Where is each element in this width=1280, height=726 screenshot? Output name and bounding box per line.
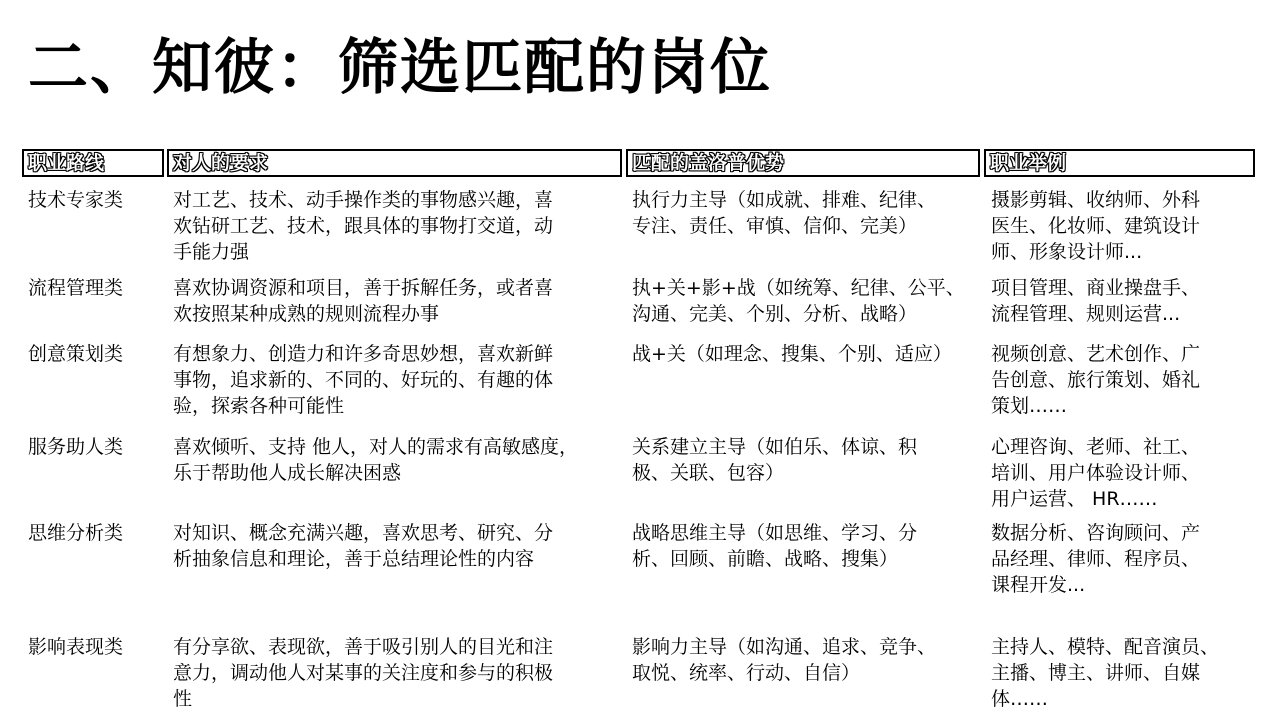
row-strengths: 执行力主导（如成就、排难、纪律、 专注、责任、审慎、信仰、完美） — [632, 189, 937, 237]
row-requirement: 对知识、概念充满兴趣，喜欢思考、研究、分 析抽象信息和理论，善于总结理论性的内容 — [173, 522, 554, 570]
row-requirement: 有想象力、创造力和许多奇思妙想，喜欢新鲜 事物，追求新的、不同的、好玩的、有趣的体 验，探索各种可能性 — [173, 343, 554, 417]
row-strengths: 战略思维主导（如思维、学习、分 析、回顾、前瞻、战略、搜集） — [632, 522, 918, 570]
row-strengths: 关系建立主导（如伯乐、体谅、积 极、关联、包容） — [632, 436, 918, 484]
row-career-path: 服务助人类 — [28, 436, 124, 458]
row-career-path: 流程管理类 — [28, 277, 124, 299]
row-examples: 数据分析、咨询顾问、产 品经理、律师、程序员、 课程开发... — [991, 522, 1201, 596]
row-examples: 摄影剪辑、收纳师、外科 医生、化妆师、建筑设计 师、形象设计师... — [991, 189, 1201, 263]
row-strengths: 战+关（如理念、搜集、个别、适应） — [632, 343, 952, 365]
row-career-path: 技术专家类 — [28, 189, 124, 211]
row-examples: 项目管理、商业操盘手、 流程管理、规则运营... — [991, 277, 1201, 325]
row-examples: 视频创意、艺术创作、广 告创意、旅行策划、婚礼 策划…… — [991, 343, 1201, 417]
header-requirements: 对人的要求 — [167, 149, 622, 177]
page-title: 二、知彼：筛选匹配的岗位 — [28, 33, 772, 103]
row-requirement: 喜欢倾听、支持 他人，对人的需求有高敏感度， 乐于帮助他人成长解决困惑 — [173, 436, 579, 484]
row-strengths: 影响力主导（如沟通、追求、竞争、 取悦、统率、行动、自信） — [632, 636, 937, 684]
row-requirement: 对工艺、技术、动手操作类的事物感兴趣，喜 欢钻研工艺、技术，跟具体的事物打交道，动 手能力强 — [173, 189, 554, 263]
row-strengths: 执+关+影+战（如统筹、纪律、公平、 沟通、完美、个别、分析、战略） — [632, 277, 965, 325]
header-career-path: 职业路线 — [22, 149, 164, 177]
row-examples: 主持人、模特、配音演员、 主播、博主、讲师、自媒 体…… — [991, 636, 1220, 710]
header-gallup-strengths: 匹配的盖洛普优势 — [626, 149, 980, 177]
row-requirement: 喜欢协调资源和项目，善于拆解任务，或者喜 欢按照某种成熟的规则流程办事 — [173, 277, 554, 325]
row-career-path: 影响表现类 — [28, 636, 124, 658]
row-career-path: 创意策划类 — [28, 343, 124, 365]
row-examples: 心理咨询、老师、社工、 培训、用户体验设计师、 用户运营、 HR…… — [991, 436, 1201, 510]
row-requirement: 有分享欲、表现欲，善于吸引别人的目光和注 意力，调动他人对某事的关注度和参与的积极 性 — [173, 636, 554, 710]
header-career-examples: 职业举例 — [984, 149, 1255, 177]
row-career-path: 思维分析类 — [28, 522, 124, 544]
